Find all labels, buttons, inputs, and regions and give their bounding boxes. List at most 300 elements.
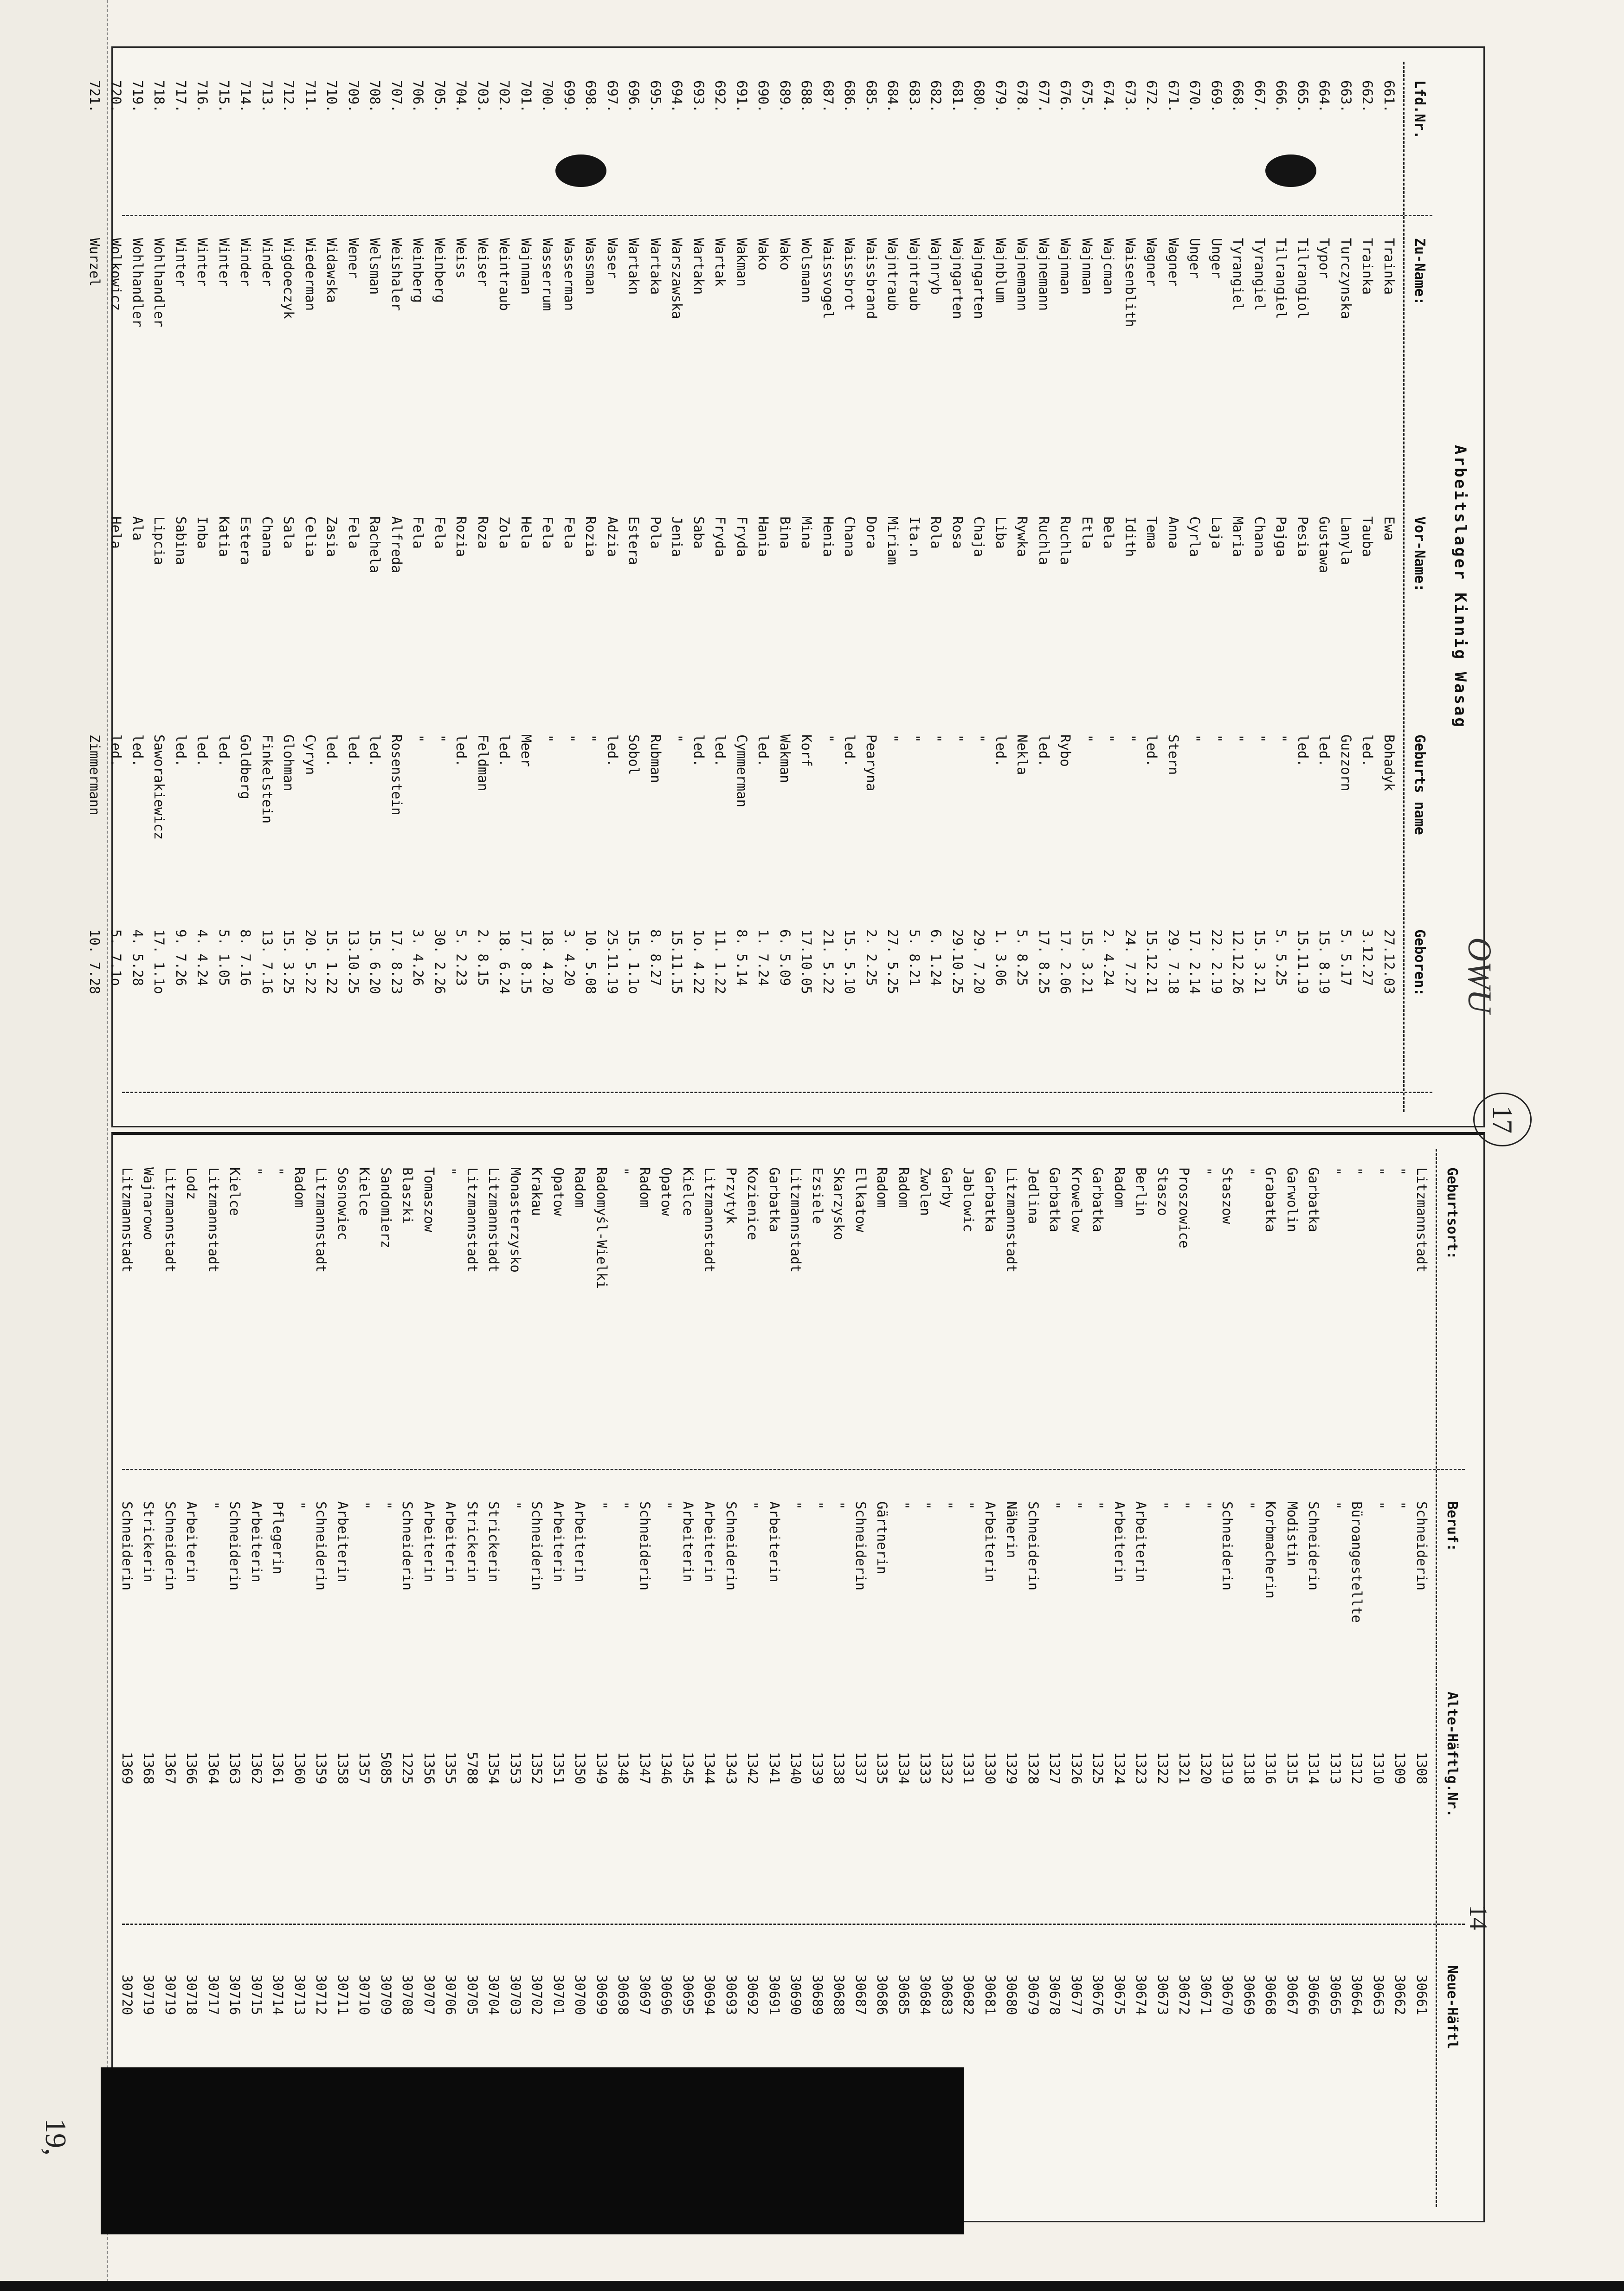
- table-row: [612, 1149, 634, 2207]
- cell-geburtsort: Litzmannstadt: [464, 1167, 480, 1273]
- cell-geburtsname: ": [1101, 734, 1117, 743]
- cell-neue-haeftlingsnummer: 30668: [1263, 1975, 1279, 2015]
- cell-vorname: Adzia: [605, 516, 620, 557]
- cell-alte-haeftlingsnummer: 1361: [270, 1752, 286, 1784]
- cell-zuname: Tyrangiel: [1252, 238, 1268, 311]
- cell-neue-haeftlingsnummer: 30720: [119, 1975, 135, 2015]
- cell-vorname: Rozia: [583, 516, 599, 557]
- table-row: [440, 1149, 462, 2207]
- table-row: [407, 62, 429, 1112]
- cell-neue-haeftlingsnummer: 30665: [1328, 1975, 1343, 2015]
- table-row: [127, 62, 149, 1112]
- table-row: [278, 62, 300, 1112]
- cell-alte-haeftlingsnummer: 1352: [529, 1752, 545, 1784]
- cell-beruf: Strickerin: [486, 1501, 502, 1583]
- cell-geburtsort: Garbatka: [767, 1167, 782, 1232]
- cell-geboren: 17. 8.15: [518, 929, 534, 994]
- cell-alte-haeftlingsnummer: 1367: [162, 1752, 178, 1784]
- cell-neue-haeftlingsnummer: 30673: [1155, 1975, 1171, 2015]
- table-row: [289, 1149, 311, 2207]
- cell-beruf: Schneiderin: [1219, 1501, 1236, 1591]
- cell-beruf: ": [896, 1501, 912, 1510]
- cell-alte-haeftlingsnummer: 1348: [615, 1752, 632, 1784]
- table-row: [1389, 1149, 1411, 2207]
- table-row: [634, 1149, 656, 2207]
- cell-zuname: Weinberg: [410, 238, 426, 303]
- cell-alte-haeftlingsnummer: 1344: [702, 1752, 718, 1784]
- cell-vorname: Lipcia: [151, 516, 168, 565]
- cell-alte-haeftlingsnummer: 1319: [1219, 1752, 1236, 1784]
- cell-vorname: Saba: [691, 516, 707, 549]
- cell-geburtsname: ": [885, 734, 901, 743]
- table-row: [526, 1149, 548, 2207]
- cell-geboren: 4. 4.24: [194, 929, 211, 986]
- table-row: [1335, 62, 1357, 1112]
- cell-geburtsname: led.: [993, 734, 1009, 767]
- cell-lfd-nr: 699.: [561, 80, 577, 113]
- cell-zuname: Wasserrum: [540, 238, 556, 311]
- table-row: [213, 62, 235, 1112]
- cell-geboren: 4. 5.28: [130, 929, 146, 986]
- cell-vorname: Miriam: [885, 516, 901, 565]
- cell-zuname: Wajngarten: [950, 238, 966, 319]
- table-row: [321, 62, 343, 1112]
- cell-beruf: Arbeiterin: [421, 1501, 437, 1583]
- cell-geburtsort: Litzmannstadt: [206, 1167, 221, 1273]
- cell-geburtsort: Kielce: [356, 1167, 373, 1216]
- cell-vorname: Ruchla: [1057, 516, 1074, 565]
- cell-lfd-nr: 698.: [583, 80, 599, 113]
- cell-lfd-nr: 679.: [993, 80, 1009, 113]
- cell-alte-haeftlingsnummer: 1225: [400, 1752, 416, 1784]
- cell-beruf: Arbeiterin: [767, 1501, 782, 1583]
- cell-vorname: Katia: [216, 516, 232, 557]
- cell-beruf: Arbeiterin: [335, 1501, 351, 1583]
- cell-neue-haeftlingsnummer: 30681: [982, 1975, 998, 2015]
- table-row: [591, 1149, 613, 2207]
- table-row: [1357, 62, 1379, 1112]
- table-row: [257, 62, 278, 1112]
- cell-lfd-nr: 710.: [324, 80, 340, 113]
- table-row: [451, 62, 472, 1112]
- cell-geboren: 8. 8.27: [648, 929, 664, 986]
- cell-geburtsname: ": [1273, 734, 1289, 743]
- cell-geburtsort: ": [270, 1167, 286, 1176]
- cell-alte-haeftlingsnummer: 1362: [249, 1752, 264, 1784]
- cell-lfd-nr: 712.: [281, 80, 297, 113]
- table-row: [1076, 62, 1098, 1112]
- cell-zuname: Tilrangiol: [1295, 238, 1311, 319]
- cell-geboren: 17. 8.23: [389, 929, 405, 994]
- cell-lfd-nr: 688.: [799, 80, 815, 113]
- cell-geburtsort: Radom: [1112, 1167, 1128, 1208]
- cell-beruf: Schneiderin: [400, 1501, 416, 1591]
- cell-alte-haeftlingsnummer: 1327: [1047, 1752, 1063, 1784]
- cell-lfd-nr: 714.: [238, 80, 254, 113]
- cell-geboren: 2. 2.25: [864, 929, 879, 986]
- cell-geburtsort: Sandomierz: [378, 1167, 394, 1248]
- pencil-annotation: OWU: [1461, 937, 1498, 1013]
- cell-geburtsname: Bohadyk: [1381, 734, 1397, 792]
- cell-zuname: Wolkowicz: [108, 238, 124, 311]
- cell-geburtsname: led.: [842, 734, 858, 767]
- table-row: [1012, 62, 1033, 1112]
- cell-vorname: Rosa: [950, 516, 966, 549]
- cell-vorname: Mina: [799, 516, 815, 549]
- cell-geboren: 15. 5.10: [842, 929, 858, 994]
- cell-beruf: Schneiderin: [119, 1501, 135, 1591]
- table-row: [1227, 62, 1249, 1112]
- cell-alte-haeftlingsnummer: 1331: [960, 1752, 977, 1784]
- cell-zuname: Tyrangiel: [1230, 238, 1246, 311]
- cell-beruf: Schneiderin: [723, 1501, 739, 1591]
- cell-zuname: Wakman: [734, 238, 750, 287]
- ledger-rows-right: [116, 1149, 1433, 2207]
- cell-beruf: ": [1155, 1501, 1171, 1510]
- cell-alte-haeftlingsnummer: 1318: [1241, 1752, 1257, 1784]
- cell-alte-haeftlingsnummer: 1312: [1349, 1752, 1365, 1784]
- cell-geburtsort: ": [615, 1167, 632, 1176]
- cell-geburtsort: ": [1392, 1167, 1408, 1176]
- cell-geburtsname: Feldman: [475, 734, 491, 792]
- cell-geburtsname: ": [540, 734, 556, 743]
- cell-lfd-nr: 676.: [1057, 80, 1074, 113]
- cell-lfd-nr: 678.: [1014, 80, 1031, 113]
- cell-lfd-nr: 704.: [453, 80, 470, 113]
- cell-geboren: 13. 7.16: [259, 929, 275, 994]
- cell-neue-haeftlingsnummer: 30716: [227, 1975, 243, 2015]
- cell-alte-haeftlingsnummer: 1346: [658, 1752, 675, 1784]
- table-row: [267, 1149, 289, 2207]
- cell-geboren: 24. 7.27: [1122, 929, 1138, 994]
- cell-neue-haeftlingsnummer: 30703: [508, 1975, 523, 2015]
- table-row: [105, 62, 127, 1112]
- table-row: [332, 1149, 354, 2207]
- cell-neue-haeftlingsnummer: 30706: [443, 1975, 459, 2015]
- cell-geburtsname: ": [410, 734, 426, 743]
- table-row: [1314, 62, 1335, 1112]
- cell-geboren: 17. 1.1o: [151, 929, 168, 994]
- cell-beruf: ": [1392, 1501, 1408, 1510]
- table-row: [580, 62, 602, 1112]
- cell-geburtsname: Zimmermann: [87, 734, 103, 816]
- table-row: [138, 1149, 160, 2207]
- cell-geburtsort: ": [1328, 1167, 1343, 1176]
- cell-zuname: Trainka: [1381, 238, 1397, 295]
- table-row: [386, 62, 408, 1112]
- table-row: [419, 1149, 440, 2207]
- cell-beruf: Arbeiterin: [1112, 1501, 1128, 1583]
- cell-beruf: Schneiderin: [313, 1501, 329, 1591]
- cell-geburtsname: Finkelstein: [259, 734, 275, 824]
- cell-zuname: Wajntraub: [885, 238, 901, 311]
- table-row: [1130, 1149, 1152, 2207]
- cell-alte-haeftlingsnummer: 1332: [939, 1752, 955, 1784]
- cell-geboren: 15. 1.22: [324, 929, 340, 994]
- cell-zuname: Wako: [755, 238, 772, 270]
- cell-vorname: Zasia: [324, 516, 340, 557]
- cell-lfd-nr: 695.: [648, 80, 664, 113]
- cell-geburtsname: led.: [367, 734, 383, 767]
- table-row: [516, 62, 537, 1112]
- table-row: [871, 1149, 893, 2207]
- cell-lfd-nr: 696.: [626, 80, 642, 113]
- cell-geburtsname: ": [1209, 734, 1224, 743]
- cell-geburtsort: Kozienice: [745, 1167, 761, 1241]
- table-row: [548, 1149, 570, 2207]
- cell-neue-haeftlingsnummer: 30717: [206, 1975, 221, 2015]
- cell-beruf: Arbeiterin: [680, 1501, 696, 1583]
- cell-neue-haeftlingsnummer: 30687: [853, 1975, 869, 2015]
- cell-neue-haeftlingsnummer: 30679: [1025, 1975, 1041, 2015]
- cell-geburtsort: Grabatka: [1263, 1167, 1279, 1232]
- cell-geburtsort: ": [443, 1167, 459, 1176]
- cell-geburtsname: Rubman: [648, 734, 664, 783]
- cell-vorname: Chana: [259, 516, 275, 557]
- cell-neue-haeftlingsnummer: 30685: [896, 1975, 912, 2015]
- cell-vorname: Zola: [496, 516, 513, 549]
- cell-alte-haeftlingsnummer: 1349: [594, 1752, 610, 1784]
- cell-beruf: ": [788, 1501, 804, 1510]
- cell-neue-haeftlingsnummer: 30704: [486, 1975, 502, 2015]
- cell-geboren: 15.11.15: [669, 929, 685, 994]
- cell-geburtsname: Wakman: [777, 734, 793, 783]
- cell-alte-haeftlingsnummer: 1339: [810, 1752, 825, 1784]
- cell-beruf: Gärtnerin: [874, 1501, 890, 1575]
- table-row: [148, 62, 170, 1112]
- header-geburtsname: Geburts name: [1411, 734, 1428, 835]
- cell-geburtsname: Rybo: [1057, 734, 1074, 767]
- cell-alte-haeftlingsnummer: 1308: [1414, 1752, 1430, 1784]
- cell-beruf: ": [206, 1501, 221, 1510]
- cell-zuname: Wagner: [1166, 238, 1181, 287]
- table-row: [721, 1149, 742, 2207]
- cell-vorname: Ruchla: [1036, 516, 1052, 565]
- cell-geburtsname: ": [1230, 734, 1246, 743]
- cell-alte-haeftlingsnummer: 1353: [508, 1752, 523, 1784]
- cell-vorname: Sala: [281, 516, 297, 549]
- table-row: [1023, 1149, 1044, 2207]
- table-row: [1282, 1149, 1303, 2207]
- cell-geburtsort: Sosnowiec: [335, 1167, 351, 1241]
- cell-geburtsname: Guzzorn: [1338, 734, 1354, 792]
- cell-alte-haeftlingsnummer: 1323: [1133, 1752, 1149, 1784]
- cell-lfd-nr: 705.: [432, 80, 448, 113]
- page-number-right: 14: [1464, 1905, 1492, 1930]
- cell-geboren: 22. 2.19: [1209, 929, 1224, 994]
- ledger-rows-left: [84, 62, 1400, 1112]
- cell-geburtsort: Zwolen: [917, 1167, 934, 1216]
- cell-geburtsort: Ezsiele: [810, 1167, 825, 1224]
- cell-geboren: 15. 8.19: [1316, 929, 1333, 994]
- cell-neue-haeftlingsnummer: 30695: [680, 1975, 696, 2015]
- cell-neue-haeftlingsnummer: 30701: [551, 1975, 567, 2015]
- cell-geboren: 2. 8.15: [475, 929, 491, 986]
- cell-lfd-nr: 680.: [971, 80, 987, 113]
- cell-vorname: Rywka: [1014, 516, 1031, 557]
- cell-vorname: Hela: [108, 516, 124, 549]
- cell-beruf: ": [1198, 1501, 1214, 1510]
- cell-lfd-nr: 706.: [410, 80, 426, 113]
- table-row: [764, 1149, 786, 2207]
- cell-neue-haeftlingsnummer: 30705: [464, 1975, 480, 2015]
- cell-zuname: Weiss: [453, 238, 470, 279]
- cell-vorname: Maria: [1230, 516, 1246, 557]
- cell-geboren: 12.12.26: [1230, 929, 1246, 994]
- cell-alte-haeftlingsnummer: 1356: [421, 1752, 437, 1784]
- cell-alte-haeftlingsnummer: 1350: [572, 1752, 588, 1784]
- cell-vorname: Fela: [346, 516, 361, 549]
- cell-lfd-nr: 713.: [259, 80, 275, 113]
- cell-zuname: Wajnblum: [993, 238, 1009, 303]
- cell-geburtsname: Stern: [1166, 734, 1181, 775]
- cell-beruf: Arbeiterin: [1133, 1501, 1149, 1583]
- cell-geburtsname: led.: [1316, 734, 1333, 767]
- cell-alte-haeftlingsnummer: 1314: [1306, 1752, 1322, 1784]
- table-row: [925, 62, 947, 1112]
- cell-neue-haeftlingsnummer: 30664: [1349, 1975, 1365, 2015]
- table-row: [936, 1149, 958, 2207]
- cell-lfd-nr: 720.: [108, 80, 124, 113]
- cell-neue-haeftlingsnummer: 30708: [400, 1975, 416, 2015]
- cell-zuname: Wohlhandler: [151, 238, 168, 328]
- cell-geboren: 1o. 4.22: [691, 929, 707, 994]
- cell-geburtsname: ": [907, 734, 922, 743]
- cell-geboren: 2. 4.24: [1101, 929, 1117, 986]
- cell-vorname: Laja: [1209, 516, 1224, 549]
- cell-lfd-nr: 668.: [1230, 80, 1246, 113]
- table-row: [310, 1149, 332, 2207]
- cell-lfd-nr: 703.: [475, 80, 491, 113]
- table-row: [1152, 1149, 1174, 2207]
- cell-geboren: 5. 8.25: [1014, 929, 1031, 986]
- cell-beruf: Korbmacherin: [1263, 1501, 1279, 1599]
- cell-geburtsname: ": [950, 734, 966, 743]
- cell-vorname: Pesia: [1295, 516, 1311, 557]
- cell-lfd-nr: 674.: [1101, 80, 1117, 113]
- header-zuname: Zu-Name:: [1411, 238, 1428, 305]
- cell-beruf: ": [1069, 1501, 1084, 1510]
- cell-zuname: Wolsmann: [799, 238, 815, 303]
- cell-geboren: 21. 5.22: [820, 929, 836, 994]
- cell-lfd-nr: 707.: [389, 80, 405, 113]
- cell-geboren: 8. 7.16: [238, 929, 254, 986]
- cell-geboren: 15. 3.21: [1079, 929, 1095, 994]
- cell-geburtsname: Pearyna: [864, 734, 879, 792]
- cell-geburtsort: Garbatka: [982, 1167, 998, 1232]
- table-row: [785, 1149, 807, 2207]
- table-row: [893, 1149, 915, 2207]
- table-row: [602, 62, 624, 1112]
- cell-neue-haeftlingsnummer: 30699: [594, 1975, 610, 2015]
- cell-neue-haeftlingsnummer: 30715: [249, 1975, 264, 2015]
- cell-beruf: Büroangestellte: [1349, 1501, 1365, 1623]
- cell-geboren: 5. 7.1o: [108, 929, 124, 986]
- table-row: [1066, 1149, 1088, 2207]
- cell-alte-haeftlingsnummer: 1315: [1284, 1752, 1300, 1784]
- cell-beruf: ": [939, 1501, 955, 1510]
- cell-geboren: 6. 1.24: [928, 929, 944, 986]
- cell-zuname: Wartaka: [648, 238, 664, 295]
- cell-neue-haeftlingsnummer: 30702: [529, 1975, 545, 2015]
- cell-vorname: Etla: [1079, 516, 1095, 549]
- cell-zuname: Waissvogel: [820, 238, 836, 319]
- cell-geburtsort: Jedlina: [1025, 1167, 1041, 1224]
- cell-zuname: Wasserman: [561, 238, 577, 311]
- cell-zuname: Trainka: [1360, 238, 1376, 295]
- cell-geburtsname: led.: [1295, 734, 1311, 767]
- cell-lfd-nr: 665.: [1295, 80, 1311, 113]
- cell-beruf: ": [960, 1501, 977, 1510]
- table-row: [645, 62, 667, 1112]
- cell-alte-haeftlingsnummer: 1334: [896, 1752, 912, 1784]
- cell-geburtsname: ": [820, 734, 836, 743]
- table-row: [1379, 62, 1400, 1112]
- cell-lfd-nr: 689.: [777, 80, 793, 113]
- table-row: [882, 62, 904, 1112]
- cell-geboren: 5. 8.21: [907, 929, 922, 986]
- cell-zuname: Wajnman: [518, 238, 534, 295]
- cell-neue-haeftlingsnummer: 30683: [939, 1975, 955, 2015]
- cell-vorname: Rola: [928, 516, 944, 549]
- cell-beruf: Arbeiterin: [551, 1501, 567, 1583]
- cell-lfd-nr: 672.: [1144, 80, 1160, 113]
- cell-geburtsort: Radom: [572, 1167, 588, 1208]
- cell-neue-haeftlingsnummer: 30670: [1219, 1975, 1236, 2015]
- cell-alte-haeftlingsnummer: 1358: [335, 1752, 351, 1784]
- header-vorname: Vor-Name:: [1411, 516, 1428, 592]
- table-row: [623, 62, 645, 1112]
- cell-lfd-nr: 671.: [1166, 80, 1181, 113]
- table-row: [861, 62, 883, 1112]
- cell-geboren: 1. 3.06: [993, 929, 1009, 986]
- table-row: [1033, 62, 1055, 1112]
- cell-lfd-nr: 718.: [151, 80, 168, 113]
- cell-vorname: Idith: [1122, 516, 1138, 557]
- cell-geboren: 11. 1.22: [712, 929, 728, 994]
- cell-lfd-nr: 681.: [950, 80, 966, 113]
- cell-vorname: Chaja: [971, 516, 987, 557]
- table-row: [462, 1149, 483, 2207]
- cell-beruf: ": [917, 1501, 934, 1510]
- cell-zuname: Winder: [259, 238, 275, 287]
- table-row: [1163, 62, 1185, 1112]
- cell-zuname: Wartakn: [626, 238, 642, 295]
- table-row: [742, 1149, 764, 2207]
- cell-alte-haeftlingsnummer: 1345: [680, 1752, 696, 1784]
- table-row: [192, 62, 213, 1112]
- cell-vorname: Tauba: [1360, 516, 1376, 557]
- header-geburtsort: Geburtsort:: [1444, 1167, 1460, 1260]
- table-row: [796, 62, 818, 1112]
- cell-vorname: Sabina: [173, 516, 189, 565]
- header-lfd-nr: Lfd.Nr.: [1411, 80, 1428, 139]
- table-row: [203, 1149, 225, 2207]
- table-row: [1001, 1149, 1023, 2207]
- cell-zuname: Wiederman: [303, 238, 318, 311]
- table-row: [688, 62, 710, 1112]
- cell-alte-haeftlingsnummer: 1347: [637, 1752, 653, 1784]
- cell-lfd-nr: 662.: [1360, 80, 1376, 113]
- cell-neue-haeftlingsnummer: 30712: [313, 1975, 329, 2015]
- cell-vorname: Pola: [648, 516, 664, 549]
- cell-beruf: Pflegerin: [270, 1501, 286, 1575]
- cell-geburtsname: ": [928, 734, 944, 743]
- cell-alte-haeftlingsnummer: 1330: [982, 1752, 998, 1784]
- cell-geboren: 29. 7.20: [971, 929, 987, 994]
- cell-lfd-nr: 667.: [1252, 80, 1268, 113]
- table-row: [160, 1149, 181, 2207]
